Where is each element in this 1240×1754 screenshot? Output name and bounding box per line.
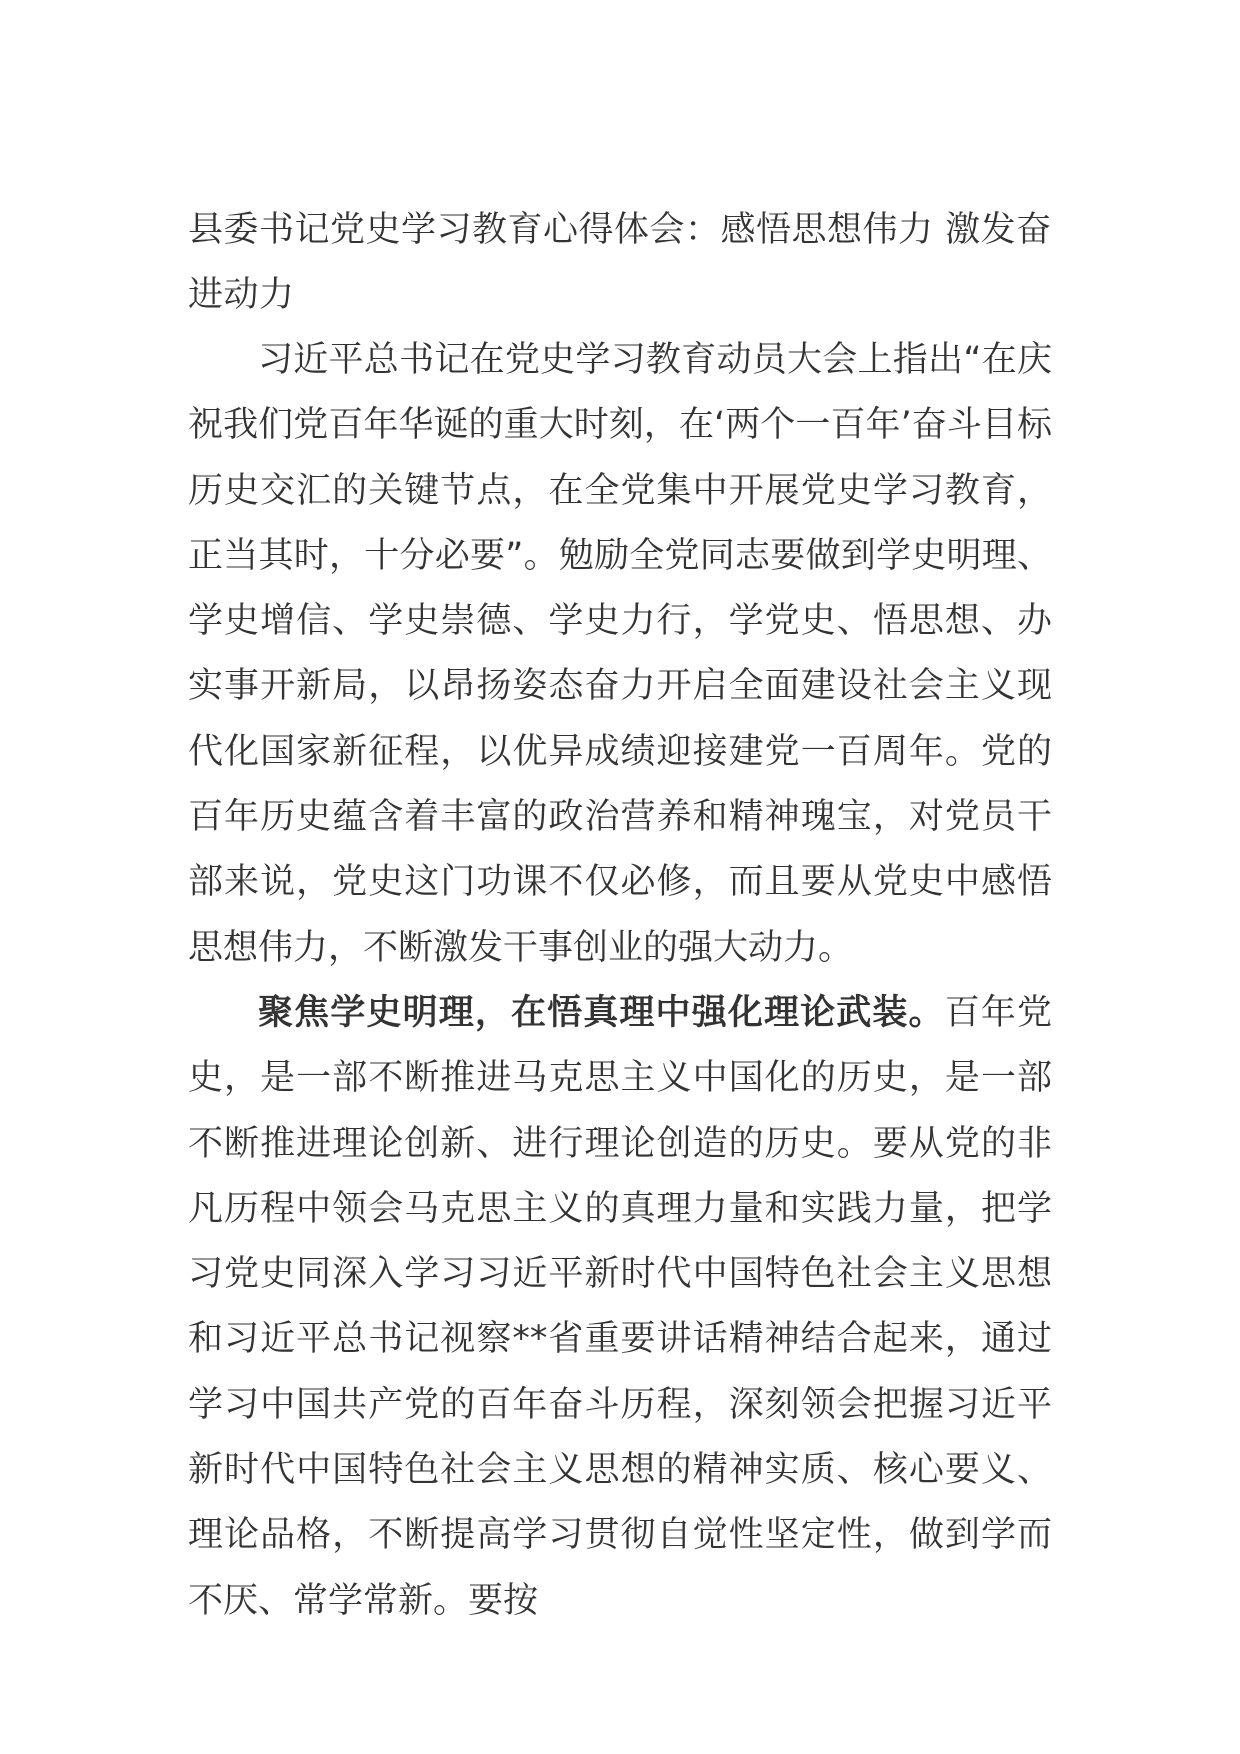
paragraph-lead: 聚焦学史明理，在悟真理中强化理论武装。: [258, 992, 945, 1033]
paragraph-text: 百年党史，是一部不断推进马克思主义中国化的历史，是一部不断推进理论创新、进行理论创造的历史。要从党的非凡历程中领会马克思主义的真理力量和实践力量，把学习党史同深入学习习近平新时代中国特色社会主义思想和习近平总书记视察**省重要讲话精神结合起来，通过学习中国共产党的百年奋斗历程，深刻领会把握习近平新时代中国特色社会主义思想的精神实质、核心要义、理论品格，不断提高学习贯彻自觉性坚定性，做到学而不厌、常学常新。要按: [188, 992, 1052, 1621]
paragraph-text: 习近平总书记在党史学习教育动员大会上指出“在庆祝我们党百年华诞的重大时刻，在‘两个一百年’奋斗目标历史交汇的关键节点，在全党集中开展党史学习教育，正当其时，十分必要”。勉励全党同志要做到学史明理、学史增信、学史崇德、学史力行，学党史、悟思想、办实事开新局，以昂扬姿态奋力开启全面建设社会主义现代化国家新征程，以优异成绩迎接建党一百周年。党的百年历史蕴含着丰富的政治营养和精神瑰宝，对党员干部来说，党史这门功课不仅必修，而且要从党史中感悟思想伟力，不断激发干事创业的强大动力。: [188, 340, 1052, 968]
document-body: [188, 198, 1052, 1634]
paragraph: [188, 328, 1052, 981]
document-title: 县委书记党史学习教育心得体会：感悟思想伟力 激发奋进动力: [188, 210, 1052, 315]
paragraph: [188, 981, 1052, 1634]
